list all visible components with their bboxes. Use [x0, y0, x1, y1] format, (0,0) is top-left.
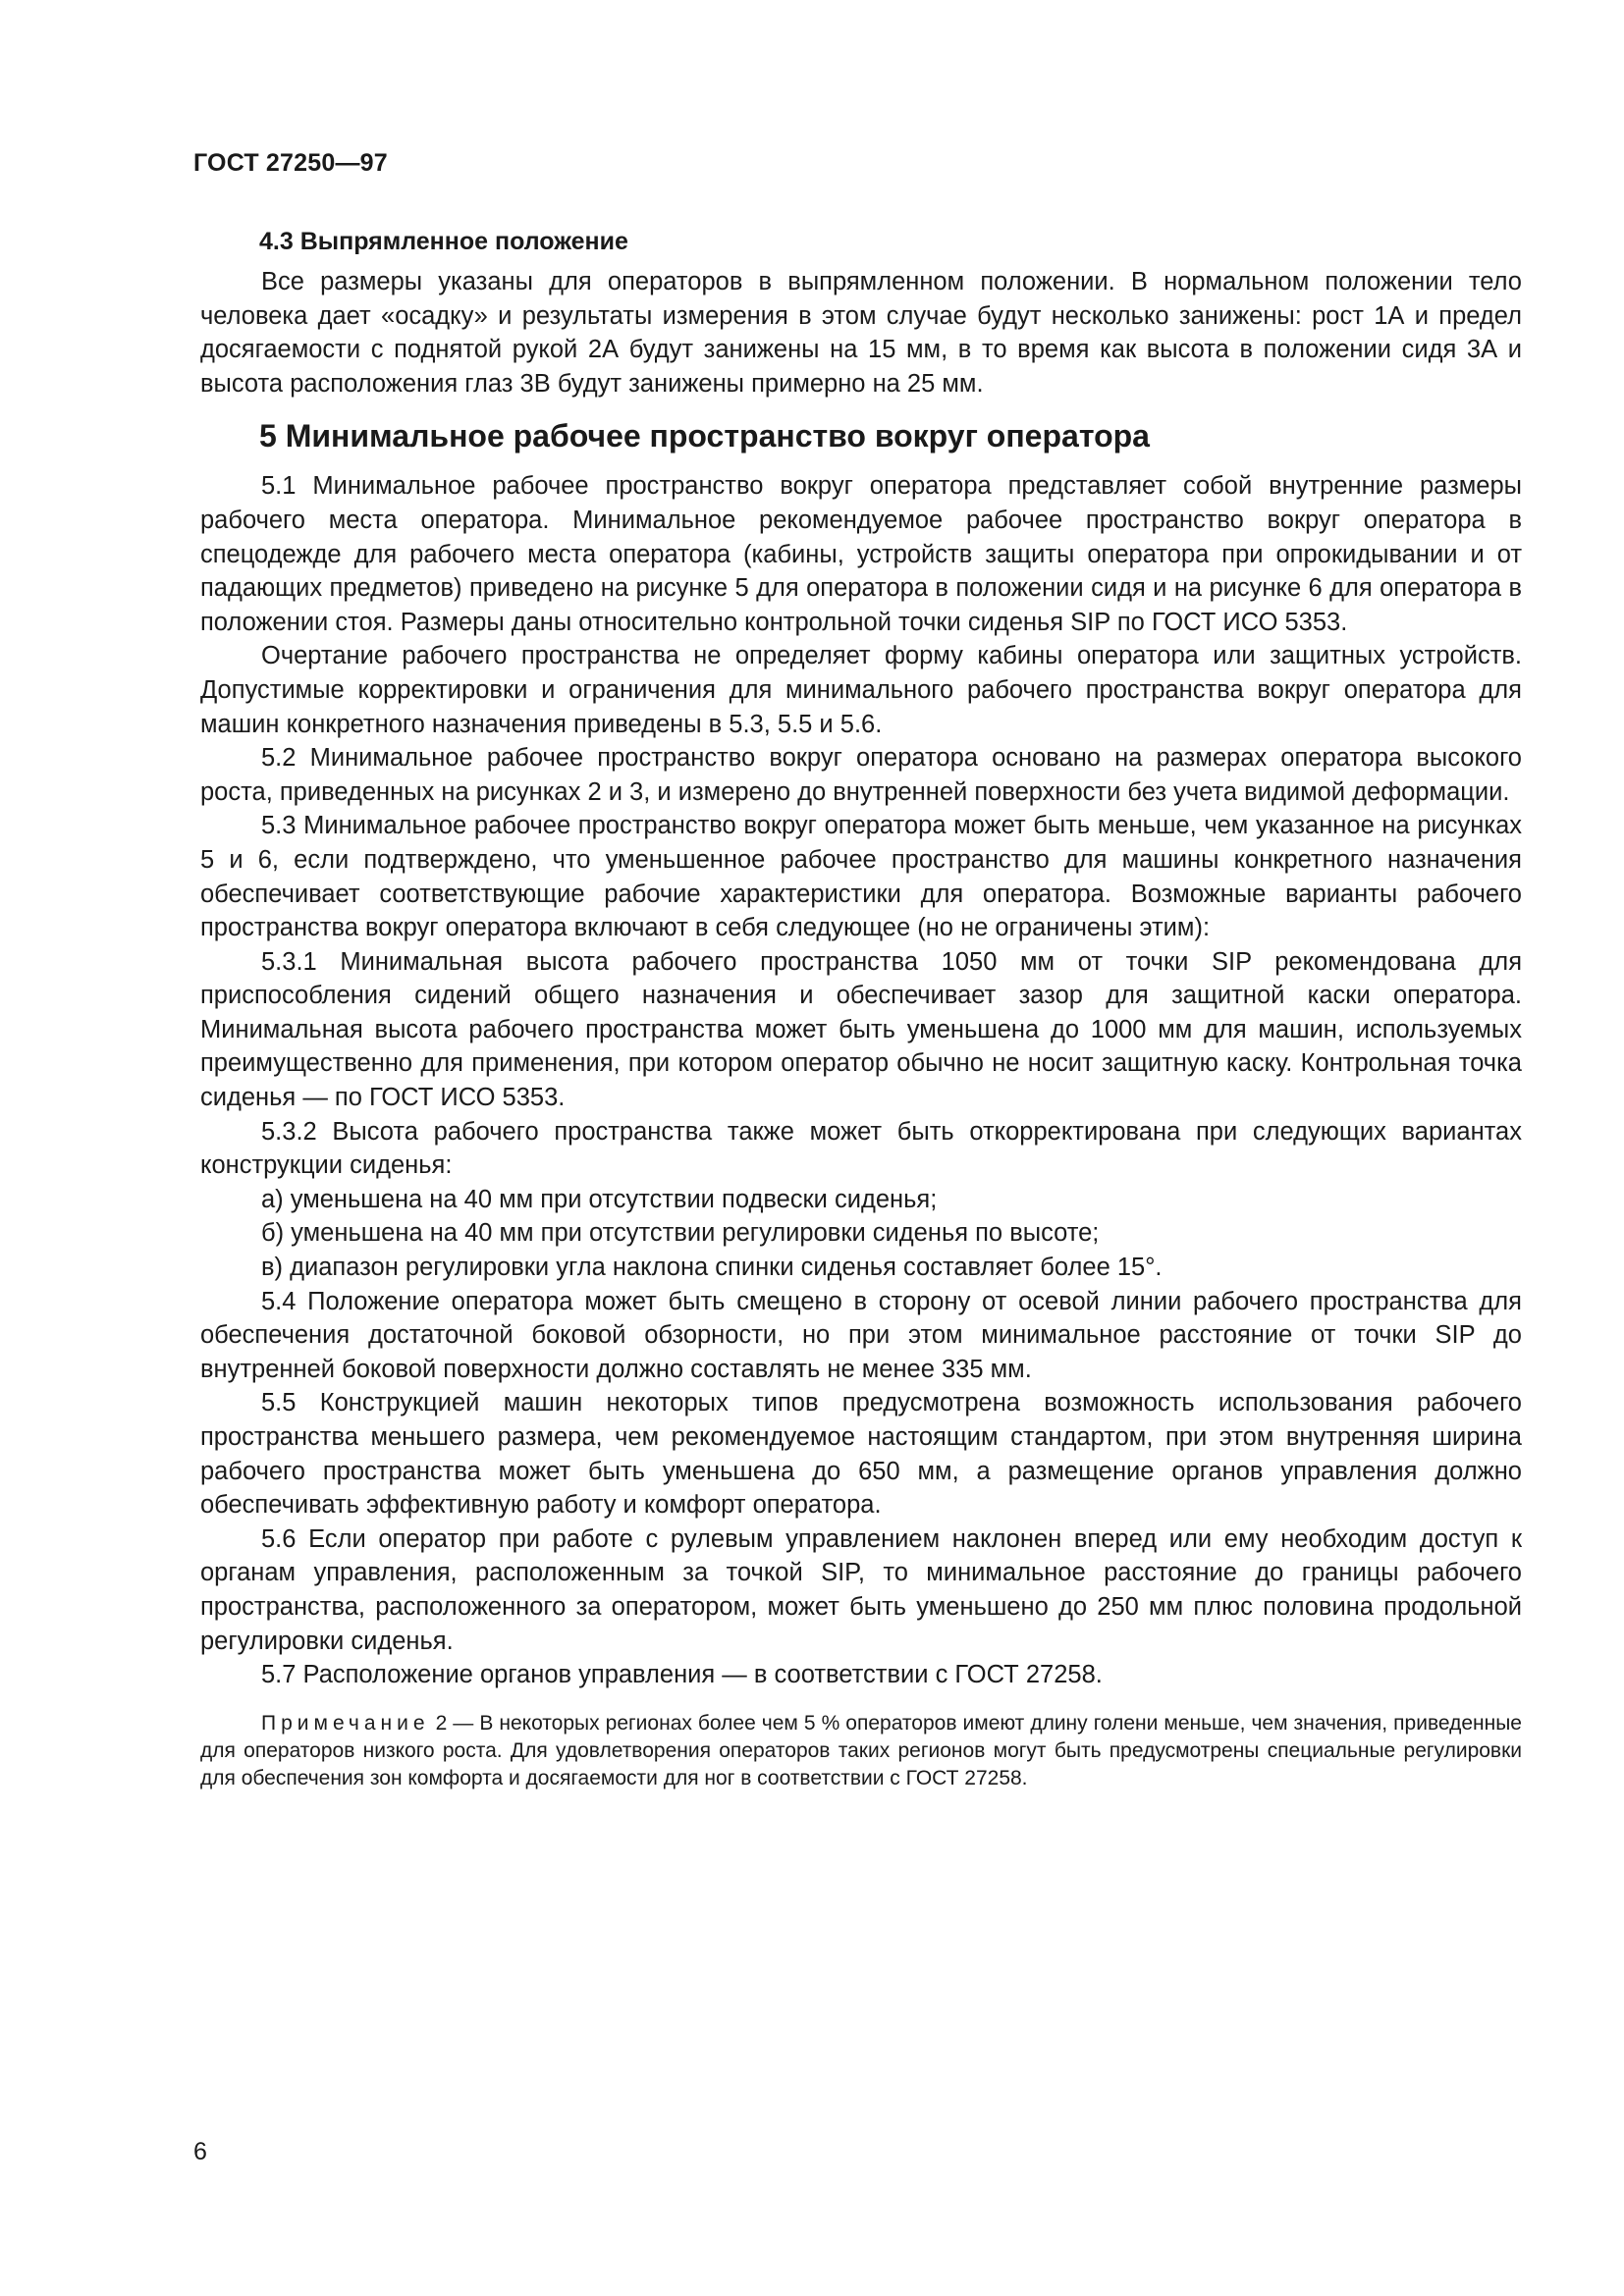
- paragraph-5-3: 5.3 Минимальное рабочее пространство вокруг оператора может быть меньше, чем указанное на рисунках 5 и 6, если подтверждено, что уменьшенное рабочее пространство для машины конкретного назначения обеспечивает соответствующие рабочие характеристики для оператора. Возможные варианты рабочего пространства вокруг оператора включают в себя следующее (но не ограничены этим):: [200, 812, 1522, 942]
- note-label: Примечание: [261, 1711, 430, 1735]
- paragraph-5-7: 5.7 Расположение органов управления — в соответствии с ГОСТ 27258.: [261, 1661, 1103, 1689]
- note-2: [200, 1710, 1522, 1792]
- list-item-v: в) диапазон регулировки угла наклона спинки сиденья составляет более 15°.: [261, 1254, 1163, 1282]
- page-content: [200, 224, 1522, 1792]
- paragraph-5-4: 5.4 Положение оператора может быть смещено в сторону от осевой линии рабочего пространства для обеспечения достаточной боковой обзорности, но при этом минимальное расстояние от точки SIP до внутренней боковой поверхности должно составлять не менее 335 мм.: [200, 1287, 1522, 1383]
- paragraph-5-3-2: 5.3.2 Высота рабочего пространства также может быть откорректирована при следующих вариантах конструкции сиденья:: [200, 1117, 1522, 1180]
- section-4-3-title: 4.3 Выпрямленное положение: [259, 228, 628, 255]
- page-number: 6: [193, 2138, 207, 2165]
- document-id-header: ГОСТ 27250—97: [193, 149, 388, 177]
- paragraph-5-1: 5.1 Минимальное рабочее пространство вокруг оператора представляет собой внутренние размеры рабочего места оператора. Минимальное рекомендуемое рабочее пространство вокруг оператора в спецодежде для рабочего места оператора (кабины, устройств защиты оператора при опрокидывании и от падающих предметов) приведено на рисунке 5 для оператора в положении сидя и на рисунке 6 для оператора в положении стоя. Размеры даны относительно контрольной точки сиденья SIP по ГОСТ ИСО 5353.: [200, 472, 1522, 636]
- section-5-title: 5 Минимальное рабочее пространство вокруг оператора: [259, 418, 1150, 454]
- paragraph-5-5: 5.5 Конструкцией машин некоторых типов предусмотрена возможность использования рабочего пространства меньшего размера, чем рекомендуемое настоящим стандартом, при этом внутренняя ширина рабочего пространства может быть уменьшена до 650 мм, а размещение органов управления должно обеспечивать эффективную работу и комфорт оператора.: [200, 1389, 1522, 1520]
- paragraph-5-1-continued: Очертание рабочего пространства не определяет форму кабины оператора или защитных устройств. Допустимые корректировки и ограничения для минимального рабочего пространства вокруг оператора для машин конкретного назначения приведены в 5.3, 5.5 и 5.6.: [200, 642, 1522, 738]
- list-item-b: б) уменьшена на 40 мм при отсутствии регулировки сиденья по высоте;: [261, 1219, 1100, 1248]
- list-item-a: а) уменьшена на 40 мм при отсутствии подвески сиденья;: [261, 1185, 938, 1213]
- note-text: 2 — В некоторых регионах более чем 5 % операторов имеют длину голени меньше, чем значения, приведенные для операторов низкого роста. Для удовлетворения операторов таких регионов могут быть предусмотрены специальные регулировки для обеспечения зон комфорта и досягаемости для ног в соответствии с ГОСТ 27258.: [200, 1711, 1522, 1789]
- paragraph-5-3-1: 5.3.1 Минимальная высота рабочего пространства 1050 мм от точки SIP рекомендована для приспособления сидений общего назначения и обеспечивает зазор для защитной каски оператора. Минимальная высота рабочего пространства может быть уменьшена до 1000 мм для машин, используемых преимущественно для применения, при котором оператор обычно не носит защитную каску. Контрольная точка сиденья — по ГОСТ ИСО 5353.: [200, 947, 1522, 1112]
- paragraph-5-2: 5.2 Минимальное рабочее пространство вокруг оператора основано на размерах оператора высокого роста, приведенных на рисунках 2 и 3, и измерено до внутренней поверхности без учета видимой деформации.: [200, 744, 1522, 806]
- section-4-3-paragraph: Все размеры указаны для операторов в выпрямленном положении. В нормальном положении тело человека дает «осадку» и результаты измерения в этом случае будут несколько занижены: рост 1А и предел досягаемости с поднятой рукой 2А будут занижены на 15 мм, в то время как высота в положении сидя 3А и высота расположения глаз 3В будут занижены примерно на 25 мм.: [200, 268, 1522, 398]
- paragraph-5-6: 5.6 Если оператор при работе с рулевым управлением наклонен вперед или ему необходим доступ к органам управления, расположенным за точкой SIP, то минимальное расстояние до границы рабочего пространства, расположенного за оператором, может быть уменьшено до 250 мм плюс половина продольной регулировки сиденья.: [200, 1524, 1522, 1655]
